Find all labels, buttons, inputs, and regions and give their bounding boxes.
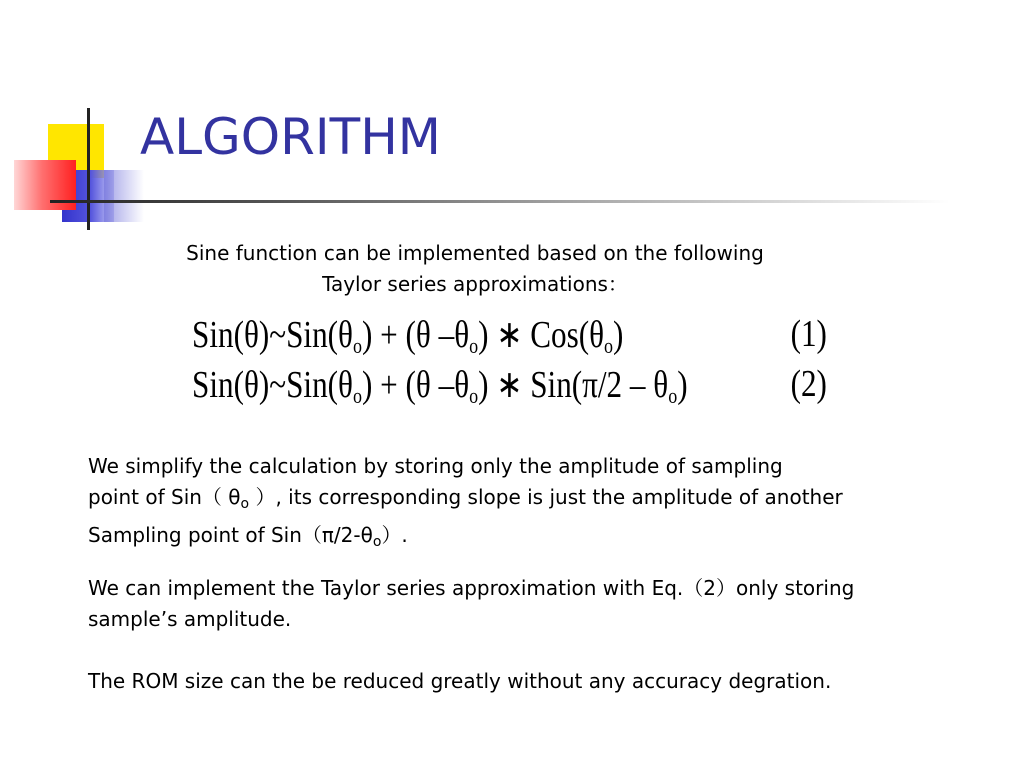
- paragraph-3: The ROM size can the be reduced greatly without any accuracy degration.: [88, 669, 832, 693]
- eq2-mid: ) + (θ –θ: [361, 364, 470, 406]
- eq1-end: ): [613, 314, 624, 356]
- p1-line-1: We simplify the calculation by storing only the amplitude of sampling: [88, 454, 783, 478]
- p1-line-2-sub: o: [240, 496, 250, 512]
- p2-line-1: We can implement the Taylor series approximation with Eq.（2）only storing: [88, 576, 855, 600]
- eq1-sub3: o: [604, 333, 614, 358]
- p1-line-2a: point of Sin（ θ: [88, 485, 241, 509]
- intro-line-1: Sine function can be implemented based on the following: [186, 241, 764, 265]
- p2-line-2: sample’s amplitude.: [88, 607, 292, 631]
- eq1-sub1: o: [352, 333, 362, 358]
- eq1-sub2: o: [469, 333, 479, 358]
- eq2-sub3: o: [668, 383, 678, 408]
- title-underline: [50, 200, 950, 203]
- eq1-mid: ) + (θ –θ: [361, 314, 470, 356]
- blue-fade: [104, 170, 144, 222]
- decorative-logo: [0, 100, 150, 230]
- p1-line-3: [88, 520, 988, 558]
- p1-line-2: [88, 482, 988, 520]
- eq2-lhs: Sin(θ)~Sin(θ: [192, 364, 353, 406]
- equation-1: [192, 312, 827, 362]
- eq2-rest: ) ∗ Sin(π/2 – θ: [478, 364, 669, 406]
- p1-line-3-sub: o: [372, 534, 382, 550]
- eq2-number: (2): [790, 363, 827, 405]
- eq2-sub1: o: [352, 383, 362, 408]
- eq2-sub2: o: [469, 383, 479, 408]
- intro-line-2: Taylor series approximations：: [322, 272, 628, 296]
- intro-text: [120, 238, 830, 300]
- eq1-rest: ) ∗ Cos(θ: [478, 314, 605, 356]
- p1-line-3b: ）.: [381, 523, 408, 547]
- paragraph-1: [88, 451, 988, 558]
- slide-title: ALGORITHM: [140, 108, 441, 166]
- paragraph-2: [88, 573, 988, 635]
- p1-line-2b: ）, its corresponding slope is just the amplitude of another: [249, 485, 843, 509]
- equation-block: [192, 312, 827, 412]
- eq2-end: ): [677, 364, 688, 406]
- equation-2: [192, 362, 827, 412]
- vertical-rule: [87, 108, 90, 230]
- eq1-lhs: Sin(θ)~Sin(θ: [192, 314, 353, 356]
- p1-line-3a: Sampling point of Sin（π/2-θ: [88, 523, 373, 547]
- eq1-number: (1): [790, 313, 827, 355]
